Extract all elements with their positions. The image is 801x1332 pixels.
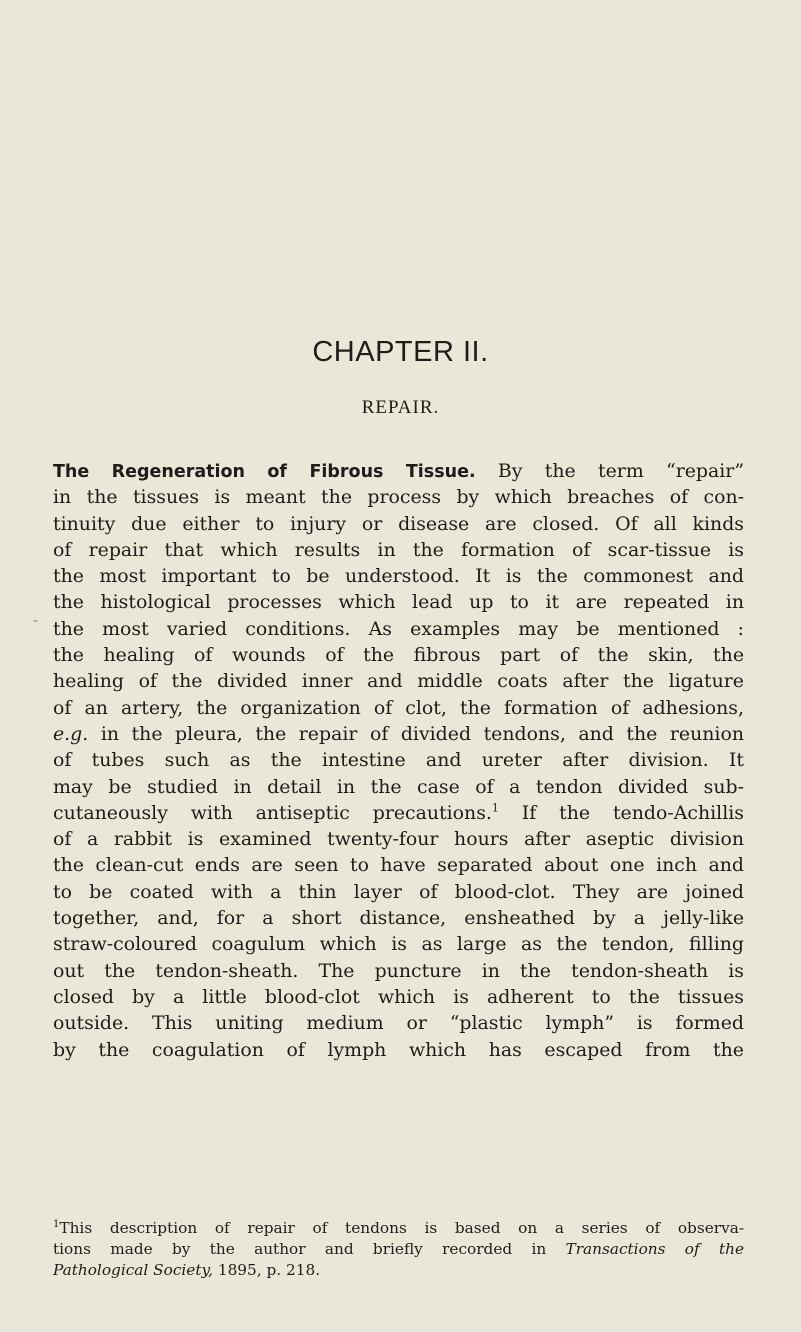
- text-line: the most varied conditions. As examples may be mentioned :: [53, 617, 744, 640]
- text-line: cutaneously with antiseptic precautions.$^1$ If the tendo-Achillis: [53, 801, 744, 824]
- text-line: by the coagulation of lymph which has escaped from the: [53, 1038, 744, 1061]
- text-line: to be coated with a thin layer of blood-clot. They are joined: [53, 880, 744, 903]
- footnote-line: Pathological Society, 1895, p. 218.: [53, 1261, 321, 1279]
- text-line: of repair that which results in the formation of scar-tissue is: [53, 538, 744, 561]
- text-line: the healing of wounds of the fibrous part of the skin, the: [53, 644, 744, 667]
- journal-title-cont: Pathological Society,: [53, 1261, 213, 1279]
- text-line: The Regeneration of Fibrous Tissue. By the term “repair”: [53, 460, 744, 482]
- text-line: e.g. in the pleura, the repair of divided tendons, and the reunion: [53, 722, 744, 745]
- margin-dash-mark: -: [33, 613, 39, 629]
- body-paragraph: [53, 458, 744, 1063]
- eg-abbreviation: e.g.: [53, 722, 89, 745]
- text-line: tinuity due either to injury or disease are closed. Of all kinds: [53, 512, 744, 535]
- section-heading: REPAIR.: [361, 397, 440, 418]
- text-line: of an artery, the organization of clot, the formation of adhesions,: [53, 696, 744, 719]
- text-line: out the tendon-sheath. The puncture in the tendon-sheath is: [53, 959, 744, 982]
- text-line: straw-coloured coagulum which is as large as the tendon, filling: [53, 933, 744, 956]
- paragraph-lead-heading: The Regeneration of Fibrous Tissue.: [53, 462, 476, 482]
- text-line: the histological processes which lead up to it are repeated in: [53, 591, 744, 614]
- text-line: closed by a little blood-clot which is adherent to the tissues: [53, 985, 744, 1008]
- text-line: may be studied in detail in the case of a tendon divided sub-: [53, 775, 744, 798]
- footnote-line: $^1$This description of repair of tendons is based on a series of observa-: [53, 1218, 744, 1237]
- footnote-reference[interactable]: 1: [491, 801, 499, 815]
- text-line: of tubes such as the intestine and ureter after division. It: [53, 749, 744, 772]
- chapter-heading: CHAPTER II.: [312, 336, 489, 368]
- footnote: [53, 1218, 744, 1281]
- text-line: in the tissues is meant the process by which breaches of con-: [53, 486, 744, 509]
- text-line: outside. This uniting medium or “plastic lymph” is formed: [53, 1012, 744, 1035]
- text-line: the most important to be understood. It is the commonest and: [53, 565, 744, 588]
- text-line: together, and, for a short distance, ensheathed by a jelly-like: [53, 907, 744, 930]
- text-line: the clean-cut ends are seen to have separated about one inch and: [53, 854, 744, 877]
- footnote-line: tions made by the author and briefly recorded in Transactions of the: [53, 1240, 744, 1258]
- journal-title: Transactions of the: [565, 1240, 744, 1258]
- text-line: healing of the divided inner and middle coats after the ligature: [53, 670, 744, 693]
- text-line: of a rabbit is examined twenty-four hours after aseptic division: [53, 828, 744, 851]
- footnote-marker: 1: [53, 1218, 60, 1230]
